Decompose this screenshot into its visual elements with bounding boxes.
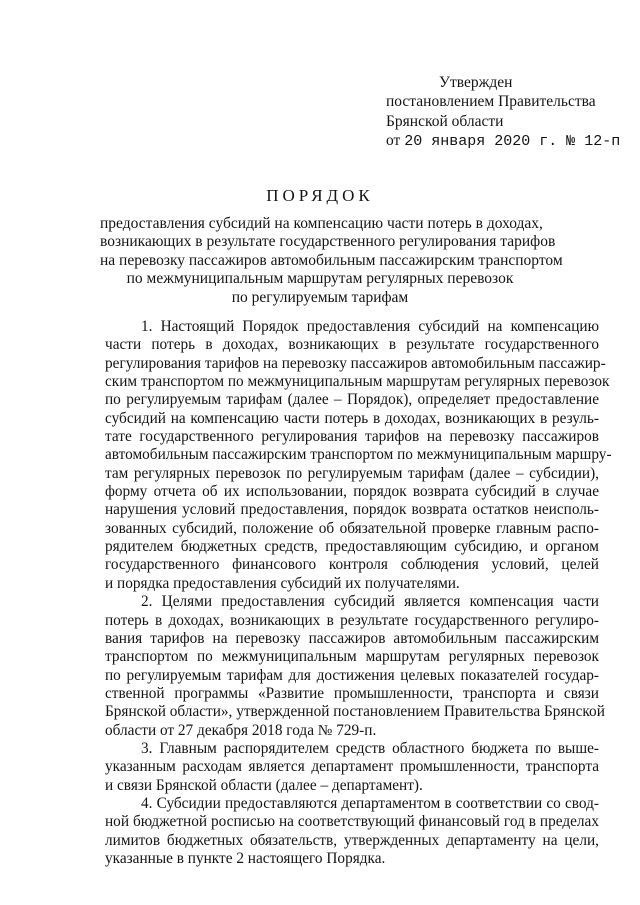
paragraph-line: форму отчета об их использовании, порядок возврата субсидий в случае <box>105 483 599 501</box>
subtitle-line: по регулируемым тарифам <box>231 288 409 306</box>
document-subtitle <box>100 215 563 307</box>
title-block <box>100 185 563 307</box>
paragraph-line: указанные в пункте 2 настоящего Порядка. <box>105 849 386 867</box>
paragraph-line: потерь в доходах, возникающих в результате государственного регулиро- <box>105 611 599 629</box>
paragraph-line: государственного финансового контроля соблюдения условий, целей <box>105 556 599 574</box>
paragraph-line: регулирования тарифов на перевозку пассажиров автомобильным пассажир- <box>105 354 606 372</box>
paragraph-line: 3. Главным распорядителем средств областного бюджета по выше- <box>141 739 599 757</box>
paragraph-line: вания тарифов на перевозку пассажиров автомобильным пассажирским <box>105 629 599 647</box>
paragraph-line: лимитов бюджетных обязательств, утвержденных департаменту на цели, <box>105 831 599 849</box>
subtitle-line: по межмуниципальным маршрутам регулярных перевозок <box>126 270 514 288</box>
approval-line-approved: Утвержден <box>439 74 513 91</box>
approval-line-resolution: постановлением Правительства <box>386 93 596 111</box>
paragraph-line: рядителем бюджетных средств, предоставляющим субсидию, и органом <box>105 538 599 556</box>
paragraph-line: по регулируемым тарифам для достижения целевых показателей государ- <box>105 666 599 684</box>
paragraph-line: 1. Настоящий Порядок предоставления субсидий на компенсацию <box>141 318 599 335</box>
paragraph-line: и связи Брянской области (далее – департамент). <box>105 776 423 794</box>
document-body <box>105 318 612 868</box>
paragraph-line: автомобильным пассажирским транспортом по межмуниципальным маршру- <box>105 446 612 464</box>
document-title: ПОРЯДОК <box>266 186 374 205</box>
approval-line-date <box>386 131 626 151</box>
subtitle-line: возникающих в результате государственного регулирования тарифов <box>100 233 556 251</box>
paragraph-1 <box>105 318 612 593</box>
paragraph-line: и порядка предоставления субсидий их получателями. <box>105 574 460 592</box>
paragraph-line: ственной программы «Развитие промышленности, транспорта и связи <box>105 684 599 702</box>
paragraph-3 <box>105 740 599 795</box>
approval-date-prefix: от <box>386 131 405 149</box>
paragraph-line: области от 27 декабря 2018 года № 729-п. <box>105 721 377 739</box>
paragraph-line: ским транспортом по межмуниципальным маршрутам регулярных перевозок <box>105 373 610 391</box>
paragraph-2 <box>105 593 605 740</box>
paragraph-4 <box>105 795 599 868</box>
paragraph-line: субсидий на компенсацию части потерь в доходах, возникающих в резуль- <box>105 409 599 427</box>
paragraph-line: 4. Субсидии предоставляются департаментом в соответствии со свод- <box>141 794 599 812</box>
approval-date-handwritten: 20 января 2020 г. № 12-п <box>404 132 621 150</box>
paragraph-line: по регулируемым тарифам (далее – Порядок), определяет предоставление <box>105 391 599 409</box>
paragraph-line: зованных субсидий, положение об обязательной проверке главным распо- <box>105 519 599 537</box>
subtitle-line: на перевозку пассажиров автомобильным пассажирским транспортом <box>100 251 563 269</box>
paragraph-line: тате государственного регулирования тарифов на перевозку пассажиров <box>105 428 599 446</box>
paragraph-line: указанным расходам является департамент промышленности, транспорта <box>105 758 599 776</box>
paragraph-line: ной бюджетной росписью на соответствующий финансовый год в пределах <box>105 813 599 831</box>
paragraph-line: там регулярных перевозок по регулируемым тарифам (далее – субсидии), <box>105 464 599 482</box>
paragraph-line: транспортом по межмуниципальным маршрутам регулярных перевозок <box>105 648 599 666</box>
subtitle-line: предоставления субсидий на компенсацию части потерь в доходах, <box>100 215 543 232</box>
paragraph-line: 2. Целями предоставления субсидий является компенсация части <box>141 593 599 611</box>
paragraph-line: нарушения условий предоставления, порядок возврата остатков неисполь- <box>105 501 599 519</box>
approval-line-region: Брянской области <box>386 112 504 130</box>
paragraph-line: части потерь в доходах, возникающих в результате государственного <box>105 336 599 354</box>
paragraph-line: Брянской области», утвержденной постановлением Правительства Брянской <box>105 703 605 721</box>
approval-stamp <box>386 73 626 151</box>
